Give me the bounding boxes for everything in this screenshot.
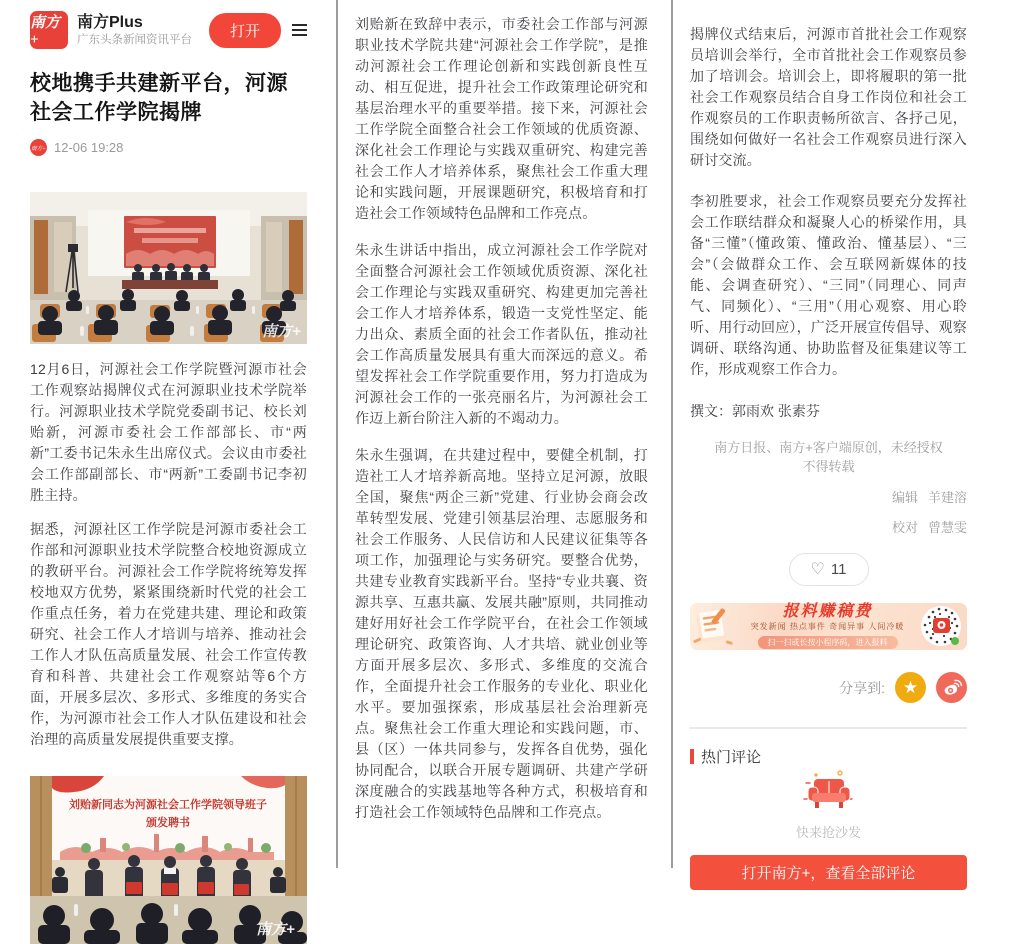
like-count: 11: [830, 561, 847, 578]
article-paragraph: 12月6日，河源社会工作学院暨河源市社会工作观察站揭牌仪式在河源职业技术学院举行。河源职业技术学院党委副书记、校长刘贻新，河源市委社会工作部部长、市“两新”工委书记朱永生出席仪式。会议由市委社会工作部副部长、市“两新”工委副书记李初胜主持。: [30, 361, 307, 503]
credit-proofreader: [690, 517, 967, 536]
banner-title: 报料赚稿费: [782, 603, 873, 620]
comments-section-title: 热门评论: [701, 749, 762, 766]
section-accent-bar: [690, 749, 694, 764]
heart-icon: ♡: [810, 560, 825, 578]
like-button[interactable]: [789, 553, 869, 586]
banner-subtitle: 突发新闻 热点事件 奇闻异事 人间冷暖: [750, 622, 905, 631]
article-byline: 撰文：郭雨欢 张素芬: [690, 403, 820, 419]
column-left: [30, 0, 307, 938]
no-comments-text: 快来抢沙发: [795, 825, 861, 840]
section-divider: [690, 727, 967, 729]
column-divider: [336, 0, 338, 868]
credit-name: 曾慧雯: [927, 520, 967, 535]
article-photo-ceremony-hall: [30, 192, 307, 344]
copyright-notice: 南方日报、南方+客户端原创，未经授权不得转载: [714, 440, 943, 474]
app-logo[interactable]: [30, 11, 68, 49]
article-paragraph: 朱永生讲话中指出，成立河源社会工作学院对全面整合河源社会工作领域优质资源、深化社会工作理论与实践双重研究、构建更加完善社会工作人才培养体系，锻造一支党性坚定、能力出众、素质全面的社会工作者队伍，推动社会工作高质量发展具有重大而深远的意义。希望发挥社会工作学院重要作用，努力打造成为河源社会工作的一张亮丽名片，为河源社会工作迈上新台阶注入新的不竭动力。: [355, 242, 648, 426]
photo2-caption-line1: 刘贻新同志为河源社会工作学院领导班子: [69, 799, 267, 811]
open-app-button[interactable]: 打开: [209, 13, 281, 48]
share-row: [690, 672, 967, 703]
article-paragraph: 朱永生强调，在共建过程中，要健全机制，打造社工人才培养新高地。坚持立足河源，放眼全国，聚焦“两企三新”党建、行业协会商会改革转型发展、党建引领基层治理、志愿服务和社会工作服务、人民信访和人民建议征集等各项工作，加强理论与实务研究。要整合优势，共建专业教育实践新平台。坚持“专业共襄、资源共享、互惠共赢、发展共融”原则，共同推动建好用好社会工作学院平台，在社会工作领域理论研究、政策咨询、人才共培、就业创业等方面开展多层次、多形式、多维度的交流合作，全面提升社会工作服务的专业化、职业化水平。要加强探索，形成基层社会治理新亮点。聚焦社会工作重大理论和实践问题，市、县（区）一体共同参与，发挥各自优势，强化协同配合，以联合开展专题调研、共建产学研深度融合的实践基地等各种方式，积极培育和打造社会工作领域特色品牌和工作亮点。: [355, 447, 648, 820]
source-badge-icon: 南方+: [30, 139, 47, 156]
article-paragraph: 刘贻新在致辞中表示，市委社会工作部与河源职业技术学院共建“河源社会工作学院”，是推动河源社会工作理论创新和实践创新良性互动、相互促进，提升社会工作政策理论研究和基层治理水平的重要举措。接下来，河源社会工作学院全面整合社会工作领域的优质资源、深化社会工作理论与实践双重研究、构建完善社会工作人才培养体系，聚焦社会工作重大理论和实践问题，开展课题研究，积极培育和打造社会工作领域特色品牌和工作亮点。: [355, 16, 648, 221]
view-all-comments-button[interactable]: 打开南方+，查看全部评论: [690, 855, 967, 890]
app-header: [30, 0, 307, 49]
news-tip-banner[interactable]: [690, 603, 967, 650]
app-tagline: 广东头条新闻资讯平台: [77, 33, 192, 46]
comments-header: [690, 746, 967, 767]
article-photo-certificates: [30, 776, 307, 944]
credit-role: 校对: [891, 520, 918, 535]
share-qzone-icon[interactable]: ★: [895, 672, 926, 703]
paper-pen-icon: [690, 603, 736, 650]
photo-watermark: 南方+: [262, 323, 301, 340]
app-logo-text: 南方+: [30, 15, 61, 48]
credit-role: 编辑: [891, 490, 918, 505]
share-label: 分享到:: [839, 679, 885, 696]
article-paragraph: 据悉，河源社区工作学院是河源市委社会工作部和河源职业技术学院整合校地资源成立的教研平台。河源社会工作学院将统筹发挥校地双方优势，紧紧围绕新时代党的社会工作重点任务，着力在党建共建、理论和政策研究、社会工作人才培训与培养、推动社会工作人才队伍高质量发展、社会工作宣传教育和科普、共建社会工作观察站等6个方面，开展多层次、多形式、多维度的务实合作，为河源市社会工作人才队伍建设和社会治理的高质量发展提供重要支撑。: [30, 521, 307, 747]
article-paragraph: 揭牌仪式结束后，河源市首批社会工作观察员培训会举行，全市首批社会工作观察员参加了培训会。培训会上，即将履职的第一批社会工作观察员结合自身工作岗位和社会工作观察员的工作职责畅所欲言、各抒己见，围绕如何做好一名社会工作观察员进行深入研讨交流。: [690, 26, 967, 168]
article-meta: [30, 139, 307, 156]
share-weibo-icon[interactable]: [936, 672, 967, 703]
app-name: 南方Plus: [77, 13, 143, 31]
column-middle: [355, 0, 648, 868]
credit-name: 羊建溶: [927, 490, 967, 505]
sofa-icon: [798, 769, 860, 813]
qr-code-icon[interactable]: [919, 603, 965, 650]
column-divider: [671, 0, 673, 868]
column-right: [690, 0, 967, 882]
banner-action: 扫一扫或长按小程序码，进入报料: [758, 636, 898, 649]
hamburger-menu-icon[interactable]: [292, 21, 307, 39]
credit-editor: [690, 487, 967, 506]
photo2-caption-line2: 颁发聘书: [146, 817, 190, 829]
photo-watermark: 南方+: [256, 921, 295, 938]
brand-text: [77, 13, 205, 48]
publish-time: 12-06 19:28: [54, 140, 124, 155]
article-paragraph: 李初胜要求，社会工作观察员要充分发挥社会工作联结群众和凝聚人心的桥梁作用，具备“三懂”（懂政策、懂政治、懂基层）、“三会”（会做群众工作、会互联网新媒体的技能、会调查研究）、“三同”（同理心、同声气、同频化）、“三用”（用心观察、用心聆听、用行动回应），广泛开展宣传倡导、观察调研、联络沟通、协助监督及征集建议等工作，形成观察工作合力。: [690, 193, 967, 377]
article-title: 校地携手共建新平台，河源社会工作学院揭牌: [30, 72, 288, 124]
